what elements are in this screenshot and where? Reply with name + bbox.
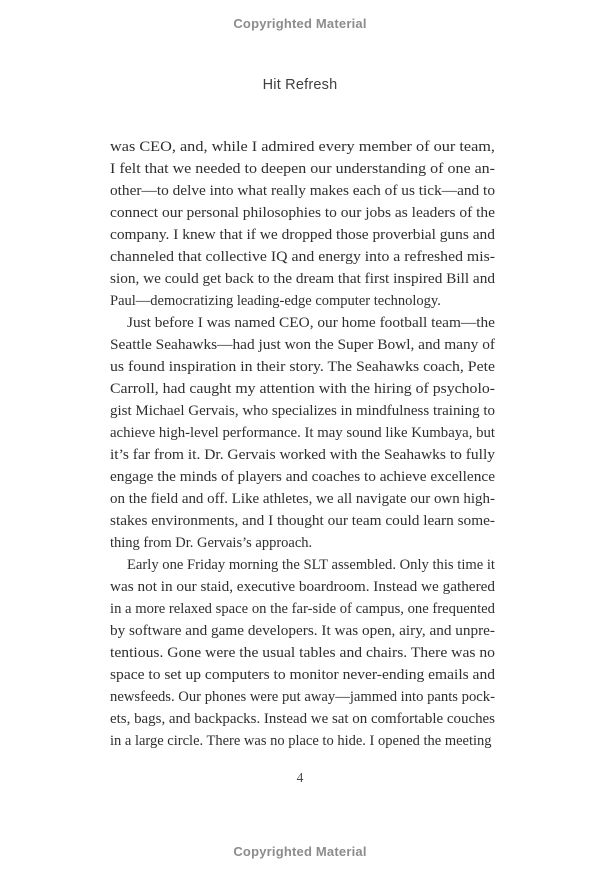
text-line: in a large circle. There was no place to hide. I opened the meeting xyxy=(110,733,492,749)
text-line: company. I knew that if we dropped those proverbial guns and xyxy=(110,227,496,243)
text-line: thing from Dr. Gervais’s approach. xyxy=(110,535,313,551)
text-line: was CEO, and, while I admired every member of our team, xyxy=(110,139,495,155)
text-line: tentious. Gone were the usual tables and chairs. There was no xyxy=(110,645,495,661)
text-line: channeled that collective IQ and energy into a refreshed mis- xyxy=(110,249,495,265)
text-line: us found inspiration in their story. The Seahawks coach, Pete xyxy=(110,359,495,375)
text-line: space to set up computers to monitor never-ending emails and xyxy=(110,667,495,683)
body-text-block xyxy=(110,136,495,752)
copyright-notice-top: Copyrighted Material xyxy=(233,16,367,31)
text-line: newsfeeds. Our phones were put away—jammed into pants pock- xyxy=(110,689,495,705)
text-line: it’s far from it. Dr. Gervais worked with the Seahawks to fully xyxy=(110,447,495,463)
text-line: Seattle Seahawks—had just won the Super Bowl, and many of xyxy=(110,337,495,353)
text-line: engage the minds of players and coaches to achieve excellence xyxy=(110,469,495,485)
text-line: Just before I was named CEO, our home football team—the xyxy=(127,315,495,331)
text-line: gist Michael Gervais, who specializes in mindfulness training to xyxy=(110,403,495,419)
text-line: was not in our staid, executive boardroom. Instead we gathered xyxy=(110,579,496,595)
text-line: Carroll, had caught my attention with the hiring of psycholo- xyxy=(110,381,495,397)
text-line: connect our personal philosophies to our jobs as leaders of the xyxy=(110,205,495,221)
text-line: by software and game developers. It was open, airy, and unpre- xyxy=(110,623,495,639)
copyright-notice-bottom: Copyrighted Material xyxy=(233,844,367,859)
text-line: Paul—democratizing leading-edge computer technology. xyxy=(110,293,441,309)
text-line: stakes environments, and I thought our team could learn some- xyxy=(110,513,495,529)
text-line: Early one Friday morning the SLT assembled. Only this time it xyxy=(127,557,495,573)
text-line: ets, bags, and backpacks. Instead we sat on comfortable couches xyxy=(110,711,495,727)
text-line: on the field and off. Like athletes, we all navigate our own high- xyxy=(110,491,495,507)
text-line: I felt that we needed to deepen our understanding of one an- xyxy=(110,161,495,177)
text-line: achieve high-level performance. It may sound like Kumbaya, but xyxy=(110,425,495,441)
page-number: 4 xyxy=(296,770,304,785)
running-header-title: Hit Refresh xyxy=(262,77,338,93)
text-line: other—to delve into what really makes each of us tick—and to xyxy=(110,183,495,199)
text-line: sion, we could get back to the dream that first inspired Bill and xyxy=(110,271,495,287)
text-line: in a more relaxed space on the far-side of campus, one frequented xyxy=(110,601,495,617)
